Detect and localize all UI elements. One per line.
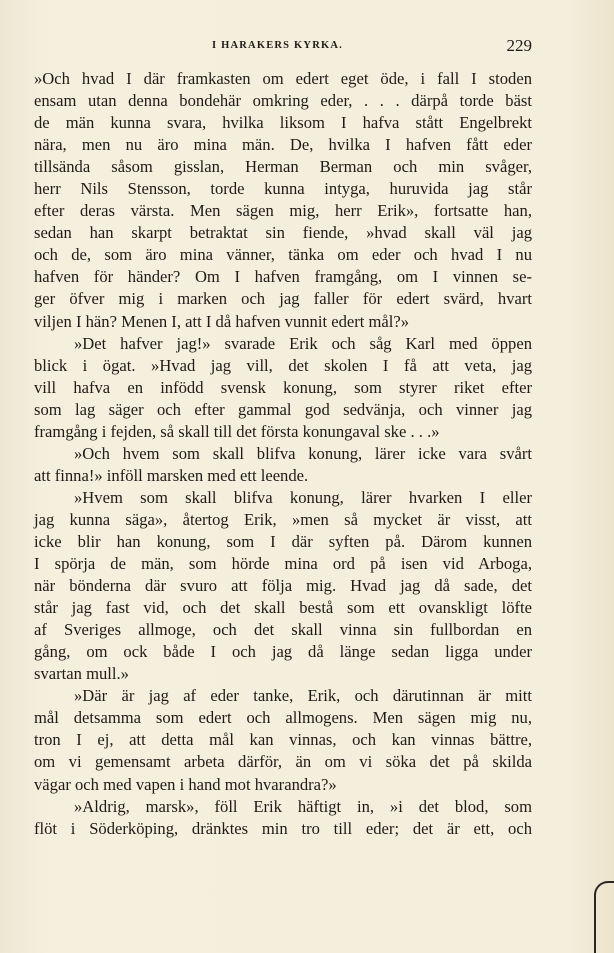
text-line: blick i ögat. »Hvad jag vill, det skolen I få att veta, jag <box>34 355 532 375</box>
text-line: jag kunna säga», återtog Erik, »men så mycket är visst, att <box>34 509 532 529</box>
text-line: »Och hvad I där framkasten om edert eget öde, i fall I stoden <box>34 69 532 88</box>
chapter-title: I HARAKERS KYRKA. <box>212 40 343 51</box>
text-line: sedan han skarpt betraktat sin fiende, »hvad skall väl jag <box>34 223 532 243</box>
text-line: framgång i fejden, så skall till det första konungaval ske . . .» <box>34 421 440 441</box>
text-line: svartan mull.» <box>34 664 129 684</box>
text-line: vill hafva en infödd svensk konung, som styrer riket efter <box>34 377 532 397</box>
text-line: hafven för händer? Om I hafven framgång, om I vinnen se- <box>34 267 532 287</box>
page-corner-mark <box>594 881 614 953</box>
text-line: tillsända såsom gisslan, Herman Berman och min svåger, <box>34 157 532 177</box>
text-line: om vi gemensamt arbeta därför, än om vi söka det på skilda <box>34 752 532 772</box>
text-line: »Det hafver jag!» svarade Erik och såg Karl med öppen <box>74 333 532 353</box>
text-line: vägar och med vapen i hand mot hvarandra?» <box>34 774 337 794</box>
text-line: af Sveriges allmoge, och det skall vinna sin fullbordan en <box>34 620 532 640</box>
text-line: icke blir han konung, som I där syften på. Därom kunnen <box>34 531 532 551</box>
text-line: viljen I hän? Menen I, att I då hafven vunnit edert mål?» <box>34 311 410 331</box>
text-line: nära, men nu äro mina män. De, hvilka I hafven fått eder <box>34 135 532 155</box>
running-head <box>34 38 532 58</box>
text-line: I spörja de män, som hörde mina ord på isen vid Arboga, <box>34 554 532 574</box>
text-line: herr Nils Stensson, torde kunna intyga, huruvida jag står <box>34 179 532 199</box>
text-line: tron I ej, att detta mål kan vinnas, och kan vinnas bättre, <box>34 730 532 750</box>
text-line: när bönderna där svuro att följa mig. Hvad jag då sade, det <box>34 576 532 596</box>
text-line: ensam utan denna bondehär omkring eder, . . . därpå torde bäst <box>34 91 532 111</box>
text-line: står jag fast vid, och det skall bestå som ett ovanskligt löfte <box>34 598 532 618</box>
text-line: flöt i Söderköping, dränktes min tro till eder; det är ett, och <box>34 818 532 838</box>
text-line: och de, som äro mina vänner, tänka om eder och hvad I nu <box>34 245 532 265</box>
text-line: ger öfver mig i marken och jag faller för edert svärd, hvart <box>34 289 532 309</box>
text-line: efter deras värsta. Men sägen mig, herr Erik», fortsatte han, <box>34 201 532 221</box>
page-number: 229 <box>506 36 532 55</box>
text-line: »Där är jag af eder tanke, Erik, och därutinnan är mitt <box>74 686 532 706</box>
text-line: »Hvem som skall blifva konung, lärer hvarken I eller <box>74 487 532 507</box>
text-line: de män kunna svara, hvilka liksom I hafva stått Engelbrekt <box>34 113 532 133</box>
text-line: gång, om ock både I och jag då länge sedan ligga under <box>34 642 532 662</box>
text-line: att finna!» inföll marsken med ett leende. <box>34 465 309 485</box>
text-line: »Aldrig, marsk», föll Erik häftigt in, »i det blod, som <box>74 796 532 816</box>
text-line: mål detsamma som edert och allmogens. Men sägen mig nu, <box>34 708 532 728</box>
text-line: som lag säger och efter gammal god sedvänja, och vinner jag <box>34 399 532 419</box>
body-text <box>34 68 532 840</box>
text-line: »Och hvem som skall blifva konung, lärer icke vara svårt <box>74 443 532 463</box>
